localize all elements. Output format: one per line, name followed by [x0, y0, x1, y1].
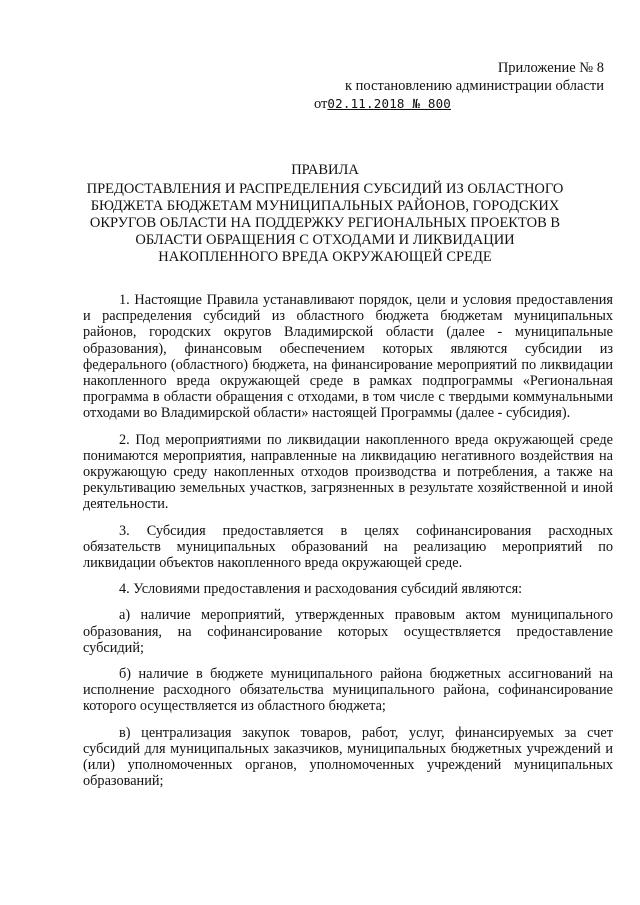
appendix-number: Приложение № 8 [497, 60, 604, 76]
paragraph-4b: б) наличие в бюджете муниципального района бюджетных ассигнований на исполнение расходного обязательства муниципального района, софинансирование которого осуществляется из областного бюджета; [83, 666, 613, 715]
document-title [80, 162, 570, 266]
appendix-date-line [304, 95, 604, 114]
title-heading: ПРАВИЛА [291, 162, 359, 178]
title-line: ОКРУГОВ ОБЛАСТИ НА ПОДДЕРЖКУ РЕГИОНАЛЬНЫХ ПРОЕКТОВ В [89, 215, 561, 231]
title-line: БЮДЖЕТА БЮДЖЕТАМ МУНИЦИПАЛЬНЫХ РАЙОНОВ, ГОРОДСКИХ [90, 198, 560, 214]
title-line: ОБЛАСТИ ОБРАЩЕНИЯ С ОТХОДАМИ И ЛИКВИДАЦИИ [135, 232, 515, 248]
paragraph-2: 2. Под мероприятиями по ликвидации накопленного вреда окружающей среде понимаются мероприятия, направленные на ликвидацию негативного воздействия на окружающую среду накопленных отходов производства и потребления, а также на рекультивацию земельных участков, загрязненных в результате хозяйственной и иной деятельности. [83, 431, 613, 513]
document-body [83, 292, 613, 799]
paragraph-3: 3. Субсидия предоставляется в целях софинансирования расходных обязательств муниципальных образований на реализацию мероприятий по ликвидации объектов накопленного вреда окружающей среде. [83, 522, 613, 572]
date-prefix: от [314, 96, 328, 112]
paragraph-4c: в) централизация закупок товаров, работ, услуг, финансируемых за счет субсидий для муниципальных заказчиков, муниципальных бюджетных учреждений и (или) уполномоченных органов, уполномоченных учреждений муниципальных образований; [83, 724, 613, 790]
appendix-resolution-ref: к постановлению администрации области [344, 77, 604, 94]
paragraph-1: 1. Настоящие Правила устанавливают порядок, цели и условия предоставления и распределения субсидий из областного бюджета бюджетам муниципальных районов, городских округов Владимирской области (далее - муниципальные образования), финансовым обеспечением которых являются субсидии из федерального (областного) бюджета, на финансирование мероприятий по ликвидации накопленного вреда окружающей среде в рамках подпрограммы «Региональная программа в области обращения с отходами, в том числе с твердыми коммунальными отходами во Владимирской области» настоящей Программы (далее - субсидия). [83, 292, 613, 422]
title-line: НАКОПЛЕННОГО ВРЕДА ОКРУЖАЮЩЕЙ СРЕДЕ [158, 249, 492, 265]
paragraph-4: 4. Условиями предоставления и расходования субсидий являются: [119, 581, 523, 598]
appendix-header [304, 60, 604, 114]
title-line: ПРЕДОСТАВЛЕНИЯ И РАСПРЕДЕЛЕНИЯ СУБСИДИЙ ИЗ ОБЛАСТНОГО [86, 181, 564, 197]
paragraph-4a: а) наличие мероприятий, утвержденных правовым актом муниципального образования, на софинансирование которых осуществляется предоставление субсидий; [83, 607, 613, 656]
date-number-stamp: 02.11.2018 № 800 [327, 96, 452, 111]
